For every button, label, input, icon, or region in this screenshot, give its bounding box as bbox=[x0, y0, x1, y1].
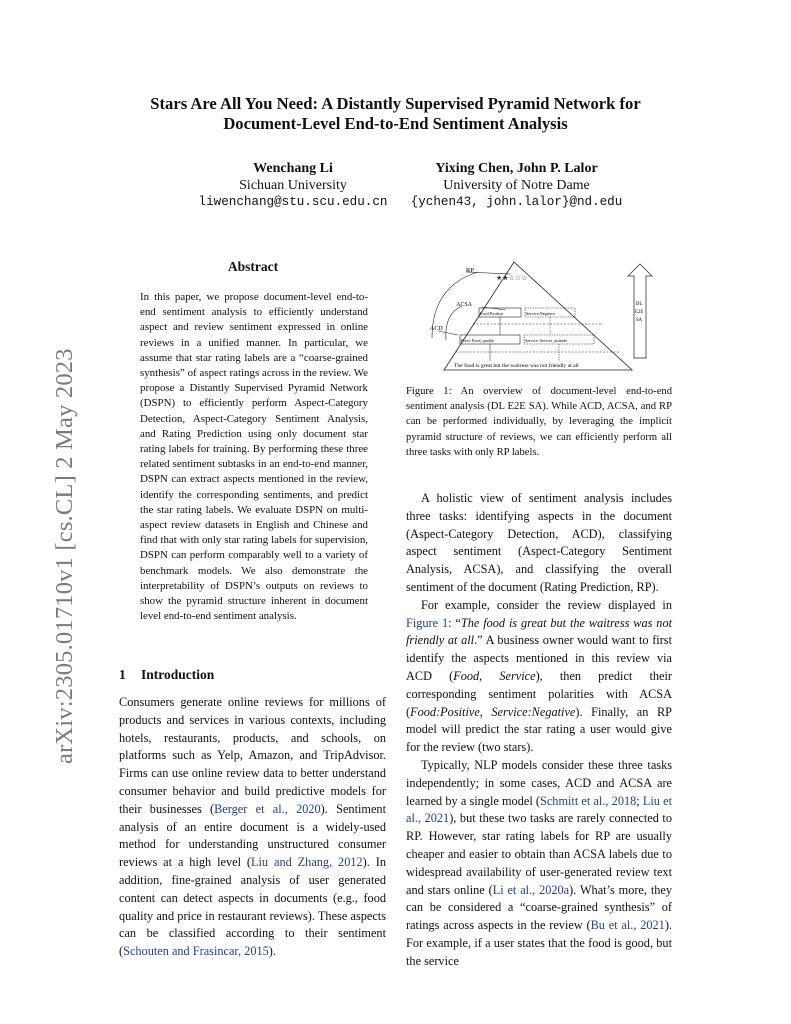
intro-paragraph-1: Consumers generate online reviews for millions of products and services in various contexts, including hotels, restaurants, products, and schools, on platforms such as Yelp, Amazon, and TripAdvisor. Firms can use online review data to better understand consumer behavior and build predictive models for their businesses (Berger et al., 2020). Sentiment analysis of an entire document is a widely-used method for understanding unstructured consumer reviews at a high level (Liu and Zhang, 2012). In addition, fine-grained analysis of user generated content can detect aspects in documents (e.g., food quality and price in restaurant reviews). These aspects can be classified according to their sentiment (Schouten and Frasincar, 2015). bbox=[119, 695, 386, 959]
review-sentence: The food is great but the waitress was not friendly at all bbox=[454, 363, 579, 369]
arxiv-watermark: arXiv:2305.01710v1 [cs.CL] 2 May 2023 bbox=[51, 348, 78, 764]
intro-paragraph-4: Typically, NLP models consider these three tasks independently; in some cases, ACD and ACSA are learned by a single model (Schmitt et al., 2018; Liu et al., 2021), but these two tasks are rarely connected to RP. However, star rating labels for RP are usually cheaper and easier to obtain than ACSA labels due to widespread availability of user-generated review text and stars online (Li et al., 2020a). What’s more, they can be considered a “coarse-grained synthesis” of ratings across aspects in the review (Bu et al., 2021). For example, if a user states that the food is good, but the service bbox=[406, 757, 672, 968]
section-number: 1 bbox=[119, 667, 126, 682]
author-email[interactable]: {ychen43, john.lalor}@nd.edu bbox=[410, 195, 623, 209]
label-acd: ACD bbox=[430, 326, 443, 332]
citation-link[interactable]: Liu et al., 2021 bbox=[406, 793, 672, 826]
citation-link[interactable]: Berger et al., 2020 bbox=[214, 801, 321, 816]
figure-1-caption: Figure 1: An overview of document-level end-to-end sentiment analysis (DL E2E SA). While ACD, ACSA, and RP can be performed individually, by leveraging the implicit pyramid structure of reviews, we can efficiently perform all three tasks with only RP labels. bbox=[406, 386, 672, 458]
star-rating-icons: ★★☆☆☆ bbox=[496, 274, 528, 282]
paper-title bbox=[60, 94, 731, 134]
figure-reference-link[interactable]: Figure 1 bbox=[406, 615, 449, 630]
label-rp: RP bbox=[466, 267, 474, 274]
acsa-label-food: Food:Positive bbox=[480, 311, 504, 316]
acd-label-service: Service: Service_attitude bbox=[525, 338, 567, 343]
abstract-text: In this paper, we propose document-level end-to-end sentiment analysis to efficiently understand aspect and review sentiment expressed in online reviews in a unified manner. In particular, we assume that star rating labels are a “coarse-grained synthesis” of aspect ratings across in the review. We propose a Distantly Supervised Pyramid Network (DSPN) to efficiently perform Aspect-Category Detection, Aspect-Category Sentiment Analysis, and Rating Prediction using only document star rating labels for training. By performing these three related sentiment subtasks in an end-to-end manner, DSPN can extract aspects mentioned in the review, identify the corresponding sentiments, and predict the star rating labels. We evaluate DSPN on multi-aspect review datasets in English and Chinese and find that with only star rating labels for supervision, DSPN can perform comparably well to a variety of benchmark models. We also demonstrate the interpretability of DSPN’s outputs on reviews to show the pyramid structure inherent in document level end-to-end sentiment analysis. bbox=[140, 291, 368, 623]
author-name: Wenchang Li bbox=[253, 161, 333, 176]
intro-left-column bbox=[119, 694, 386, 961]
citation-link[interactable]: Schmitt et al., 2018 bbox=[540, 793, 637, 808]
author-block-2 bbox=[400, 160, 633, 211]
author-email[interactable]: liwenchang@stu.scu.edu.cn bbox=[198, 195, 388, 209]
label-e2e: E2E bbox=[635, 310, 644, 315]
author-affiliation: University of Notre Dame bbox=[443, 178, 590, 193]
section-title: Introduction bbox=[141, 667, 215, 682]
author-affiliation: Sichuan University bbox=[239, 178, 347, 193]
acsa-pointer bbox=[482, 307, 506, 310]
acsa-label-service: Service:Negative bbox=[526, 311, 555, 316]
citation-link[interactable]: Liu and Zhang, 2012 bbox=[251, 855, 363, 870]
citation-link[interactable]: Bu et al., 2021 bbox=[590, 918, 665, 933]
section-heading-introduction bbox=[119, 667, 214, 683]
figure-1-pyramid-diagram bbox=[418, 258, 664, 376]
title-line-2: Document-Level End-to-End Sentiment Analysis bbox=[223, 114, 568, 133]
intro-paragraph-3: For example, consider the review displayed in Figure 1: “The food is great but the waitress was not friendly at all.” A business owner would want to first identify the aspects mentioned in this review via ACD (Food, Service), then predict their corresponding sentiment polarities with ACSA (Food:Positive, Service:Negative). Finally, an RP model will predict the star rating a user would give for the review (two stars). bbox=[406, 597, 673, 755]
acd-label-food: Food: Food_quality bbox=[461, 338, 495, 343]
abstract-heading: Abstract bbox=[227, 259, 279, 274]
label-dl: DL bbox=[636, 302, 643, 307]
intro-paragraph-2: A holistic view of sentiment analysis includes three tasks: identifying aspects in the document (Aspect-Category Detection, ACD), classifying aspect sentiment (Aspect-Category Sentiment Analysis, ACSA), and classifying the overall sentiment of the document (Rating Prediction, RP). bbox=[406, 491, 672, 594]
label-acsa: ACSA bbox=[456, 302, 473, 308]
citation-link[interactable]: Li et al., 2020a bbox=[492, 882, 570, 897]
title-line-1: Stars Are All You Need: A Distantly Supervised Pyramid Network for bbox=[150, 94, 641, 113]
author-block-1 bbox=[183, 160, 403, 211]
label-sa: SA bbox=[636, 318, 643, 323]
acsa-arc bbox=[446, 306, 462, 340]
pyramid-outline bbox=[444, 262, 632, 370]
author-name: Yixing Chen, John P. Lalor bbox=[435, 161, 598, 176]
example-review-quote: The food is great but the waitress was not friendly at all bbox=[406, 615, 673, 648]
intro-right-column bbox=[406, 490, 672, 971]
citation-link[interactable]: Schouten and Frasincar, 2015 bbox=[123, 944, 269, 959]
